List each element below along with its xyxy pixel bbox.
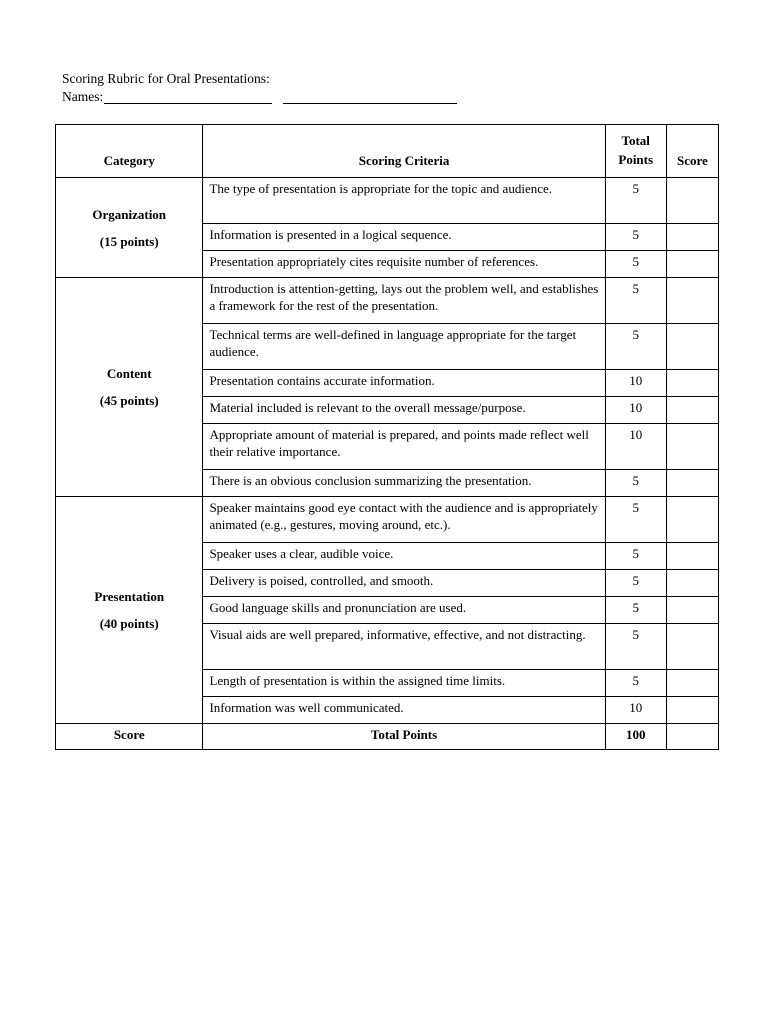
score-cell[interactable] [666,370,718,397]
criteria-cell: Length of presentation is within the assigned time limits. [203,670,605,697]
points-cell: 10 [605,370,666,397]
points-cell: 10 [605,397,666,424]
category-points: (15 points) [99,233,159,249]
score-cell[interactable] [666,397,718,424]
score-cell[interactable] [666,670,718,697]
criteria-cell: Information was well communicated. [203,697,605,724]
table-row [56,497,719,543]
category-name: Organization [92,206,167,222]
criteria-cell: Speaker maintains good eye contact with the audience and is appropriately animated (e.g., gestures, moving around, etc.). [203,497,605,543]
points-cell: 5 [605,251,666,278]
score-cell[interactable] [666,570,718,597]
criteria-cell: Information is presented in a logical sequence. [203,224,605,251]
total-points-header-text: Total Points [618,133,654,167]
points-cell: 10 [605,697,666,724]
score-cell[interactable] [666,278,718,324]
points-cell: 5 [605,570,666,597]
category-organization [56,178,203,278]
score-cell[interactable] [666,470,718,497]
category-presentation [56,497,203,724]
category-name: Presentation [94,589,165,604]
name-blank-2[interactable] [283,90,457,104]
category-points: (40 points) [99,616,159,631]
criteria-cell: Material included is relevant to the overall message/purpose. [203,397,605,424]
points-cell: 5 [605,224,666,251]
score-cell[interactable] [666,697,718,724]
points-cell: 10 [605,424,666,470]
points-cell: 5 [605,470,666,497]
total-row [56,724,719,750]
criteria-cell: The type of presentation is appropriate for the topic and audience. [203,178,605,224]
criteria-cell: Good language skills and pronunciation are used. [203,597,605,624]
score-cell[interactable] [666,224,718,251]
criteria-cell: Delivery is poised, controlled, and smooth. [203,570,605,597]
points-cell: 5 [605,324,666,370]
name-blank-1[interactable] [104,90,272,104]
score-cell[interactable] [666,624,718,670]
criteria-cell: Visual aids are well prepared, informative, effective, and not distracting. [203,624,605,670]
table-row [56,178,719,224]
footer-total-points-label: Total Points [203,724,605,750]
document-title: Scoring Rubric for Oral Presentations: [62,71,270,86]
points-cell: 5 [605,670,666,697]
points-cell: 5 [605,278,666,324]
footer-score-label: Score [56,724,203,750]
category-name: Content [106,366,152,381]
criteria-cell: Presentation contains accurate information. [203,370,605,397]
column-header-criteria: Scoring Criteria [203,125,605,178]
score-cell[interactable] [666,251,718,278]
points-cell: 5 [605,624,666,670]
points-cell: 5 [605,597,666,624]
rubric-table [55,124,719,750]
criteria-cell: Introduction is attention-getting, lays out the problem well, and establishes a framework for the rest of the presentation. [203,278,605,324]
footer-total-points-value: 100 [605,724,666,750]
score-cell[interactable] [666,424,718,470]
header-row [56,125,719,178]
score-cell[interactable] [666,543,718,570]
column-header-total-points [605,125,666,178]
criteria-cell: Speaker uses a clear, audible voice. [203,543,605,570]
points-cell: 5 [605,543,666,570]
column-header-score: Score [666,125,718,178]
category-content [56,278,203,497]
criteria-cell: There is an obvious conclusion summarizing the presentation. [203,470,605,497]
names-label: Names: [62,89,104,104]
column-header-category: Category [56,125,203,178]
criteria-cell: Appropriate amount of material is prepared, and points made reflect well their relative importance. [203,424,605,470]
footer-total-score-cell[interactable] [666,724,718,750]
criteria-cell: Technical terms are well-defined in language appropriate for the target audience. [203,324,605,370]
score-cell[interactable] [666,178,718,224]
score-cell[interactable] [666,324,718,370]
names-line [62,88,457,106]
table-row [56,278,719,324]
score-cell[interactable] [666,597,718,624]
points-cell: 5 [605,497,666,543]
score-cell[interactable] [666,497,718,543]
criteria-cell: Presentation appropriately cites requisite number of references. [203,251,605,278]
category-points: (45 points) [99,393,159,408]
points-cell: 5 [605,178,666,224]
document-header [62,70,457,106]
